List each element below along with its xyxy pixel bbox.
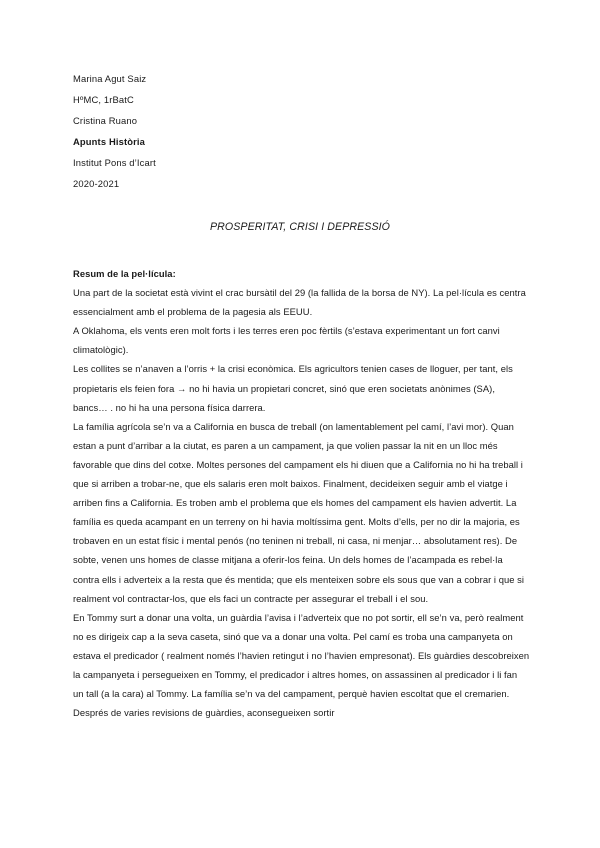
summary-paragraph: Les collites se n’anaven a l’orris + la crisi econòmica. Els agricultors tenien cases de lloguer, per tant, els propietaris els feien fora → no hi havia un propietari concret, sinó que eren societats anònimes (SA), bancs… . no hi ha una persona física darrera. [73,363,513,413]
summary-paragraph: Una part de la societat està vivint el crac bursàtil del 29 (la fallida de la borsa de NY). La pel·lícula es centra essencialment amb el problema de la pagesia als EEUU. [73,287,526,318]
summary-section [73,264,530,722]
subject-name: Apunts Història [73,136,146,147]
class-group: HºMC, 1rBatC [73,94,134,105]
section-heading: Resum de la pel·lícula: [73,268,176,279]
document-header [73,72,156,198]
author-name: Marina Agut Saiz [73,73,147,84]
summary-paragraph: La família agrícola se’n va a California en busca de treball (on lamentablement pel camí, l’avi mor). Quan estan a punt d’arribar a la ciutat, es paren a un campament, ja que volien passar la nit en un lloc més favorable que dins del cotxe. Moltes persones del campament els hi diuen que a California no hi ha treball i que si arriben a trobar-ne, que els salaris eren molt baixos. Finalment, decideixen seguir amb el viatge i arriben fins a California. Es troben amb el problema que els homes del campament els havien advertit. La família es queda acampant en un terreny on hi havia moltíssima gent. Molts d’ells, per no dir la majoria, es trobaven en un estat físic i mental penós (no teninen ni treball, ni casa, ni menjar… absolutament res). De sobte, venen uns homes de classe mitjana a oferir-los feina. Un dels homes de l’acampada es rebel·la contra ells i adverteix a la resta que és mentida; que els menteixen sobre els sous que van a cobrar i que si realment vol contractar-los, que els faci un contracte per assegurar el treball i el sou. [73,420,525,604]
teacher-name: Cristina Ruano [73,115,138,126]
school-year: 2020-2021 [73,178,120,189]
summary-paragraph: En Tommy surt a donar una volta, un guàrdia l’avisa i l’adverteix que no pot sortir, ell se’n va, però realment no es dirigeix cap a la seva caseta, sinó que va a donar una volta. Pel camí es troba una campanyeta on estava el predicador ( realment només l’havien retingut i no l’havien empresonat). Els guàrdies descobreixen la campanyeta i persegueixen en Tommy, el predicador i altres homes, on assassinen al predicador i li fan un tall (a la cara) al Tommy. La família se’n va del campament, perquè havien escoltat que el cremarien. Després de varies revisions de guàrdies, aconsegueixen sortir [73,611,530,719]
document-title: PROSPERITAT, CRISI I DEPRESSIÓ [210,221,390,233]
school-name: Institut Pons d’Icart [73,157,156,168]
summary-paragraph: A Oklahoma, els vents eren molt forts i les terres eren poc fèrtils (s’estava experimentant un fort canvi climatològic). [73,325,500,356]
